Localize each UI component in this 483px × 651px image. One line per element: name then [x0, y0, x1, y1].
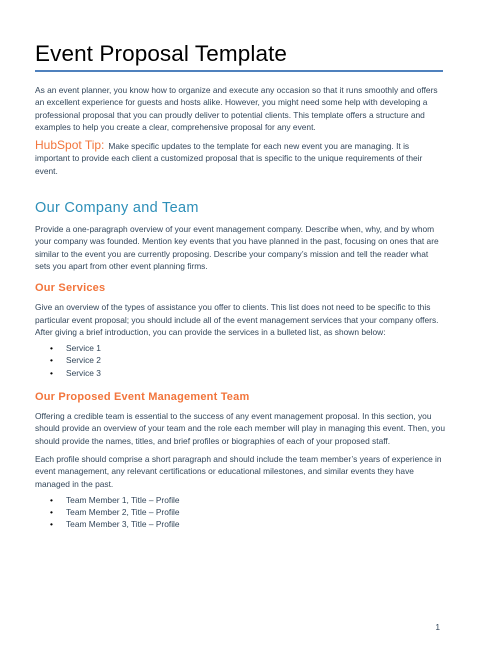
- team-member-label: Team Member 3, Title – Profile: [66, 519, 180, 530]
- page-number: 1: [435, 622, 440, 632]
- bullet-icon: •: [50, 507, 53, 518]
- team-member-label: Team Member 2, Title – Profile: [66, 507, 180, 518]
- service-label: Service 3: [66, 367, 101, 378]
- list-item: [35, 342, 445, 354]
- list-item: [35, 494, 445, 506]
- bullet-icon: •: [50, 355, 53, 366]
- service-label: Service 2: [66, 355, 101, 366]
- list-item: [35, 518, 445, 530]
- title-underline: [35, 70, 443, 72]
- bullet-icon: •: [50, 494, 53, 505]
- team-member-label: Team Member 1, Title – Profile: [66, 494, 180, 505]
- tip-text: Make specific updates to the template for each new event you are managing. It is important to provide each client a customized proposal that is specific to the unique requirements of their event.: [35, 141, 423, 176]
- service-label: Service 1: [66, 343, 101, 354]
- tip-label: HubSpot Tip:: [35, 138, 105, 153]
- intro-paragraph: As an event planner, you know how to organize and execute any occasion so that it runs smoothly and offers an excellent experience for guests and hosts alike. However, you might need some help with developing a professional proposal that you can proudly deliver to potential clients. This template offers a structure and examples to help you create a clear, comprehensive proposal for any event.: [35, 85, 438, 132]
- document-body: [35, 84, 445, 531]
- services-list: [35, 342, 445, 379]
- list-item: [35, 506, 445, 518]
- bullet-icon: •: [50, 343, 53, 354]
- team-paragraph-2: Each profile should comprise a short paragraph and should include the team member’s years of experience in event management, any relevant certifications or educational milestones, and similar events they have managed in the past.: [35, 453, 442, 489]
- bullet-icon: •: [50, 519, 53, 530]
- company-paragraph: Provide a one-paragraph overview of your event management company. Describe when, why, and by whom your company was founded. Mention key events that you have planned in the past, focusing on ones that are similar to the event you are currently proposing. Describe your company’s mission and tell the reader what sets you apart from other event planning firms.: [35, 224, 439, 271]
- company-heading: Our Company and Team: [35, 200, 199, 217]
- hubspot-tip: [35, 139, 445, 177]
- bullet-icon: •: [50, 367, 53, 378]
- document-title: Event Proposal Template: [35, 41, 288, 66]
- team-heading: Our Proposed Event Management Team: [35, 391, 250, 404]
- list-item: [35, 354, 445, 366]
- team-list: [35, 494, 445, 531]
- services-heading: Our Services: [35, 282, 106, 295]
- team-paragraph-1: Offering a credible team is essential to the success of any event management proposal. In this section, you should provide an overview of your team and the role each member will play in managing this event. Then, you should provide the names, titles, and brief profiles or biographies of each of your proposed staff.: [35, 411, 445, 446]
- services-paragraph: Give an overview of the types of assistance you offer to clients. This list does not need to be specific to this particular event proposal; you should include all of the event management services that your company offers. After giving a brief introduction, you can provide the services in a bulleted list, as shown below:: [35, 302, 439, 337]
- list-item: [35, 367, 445, 379]
